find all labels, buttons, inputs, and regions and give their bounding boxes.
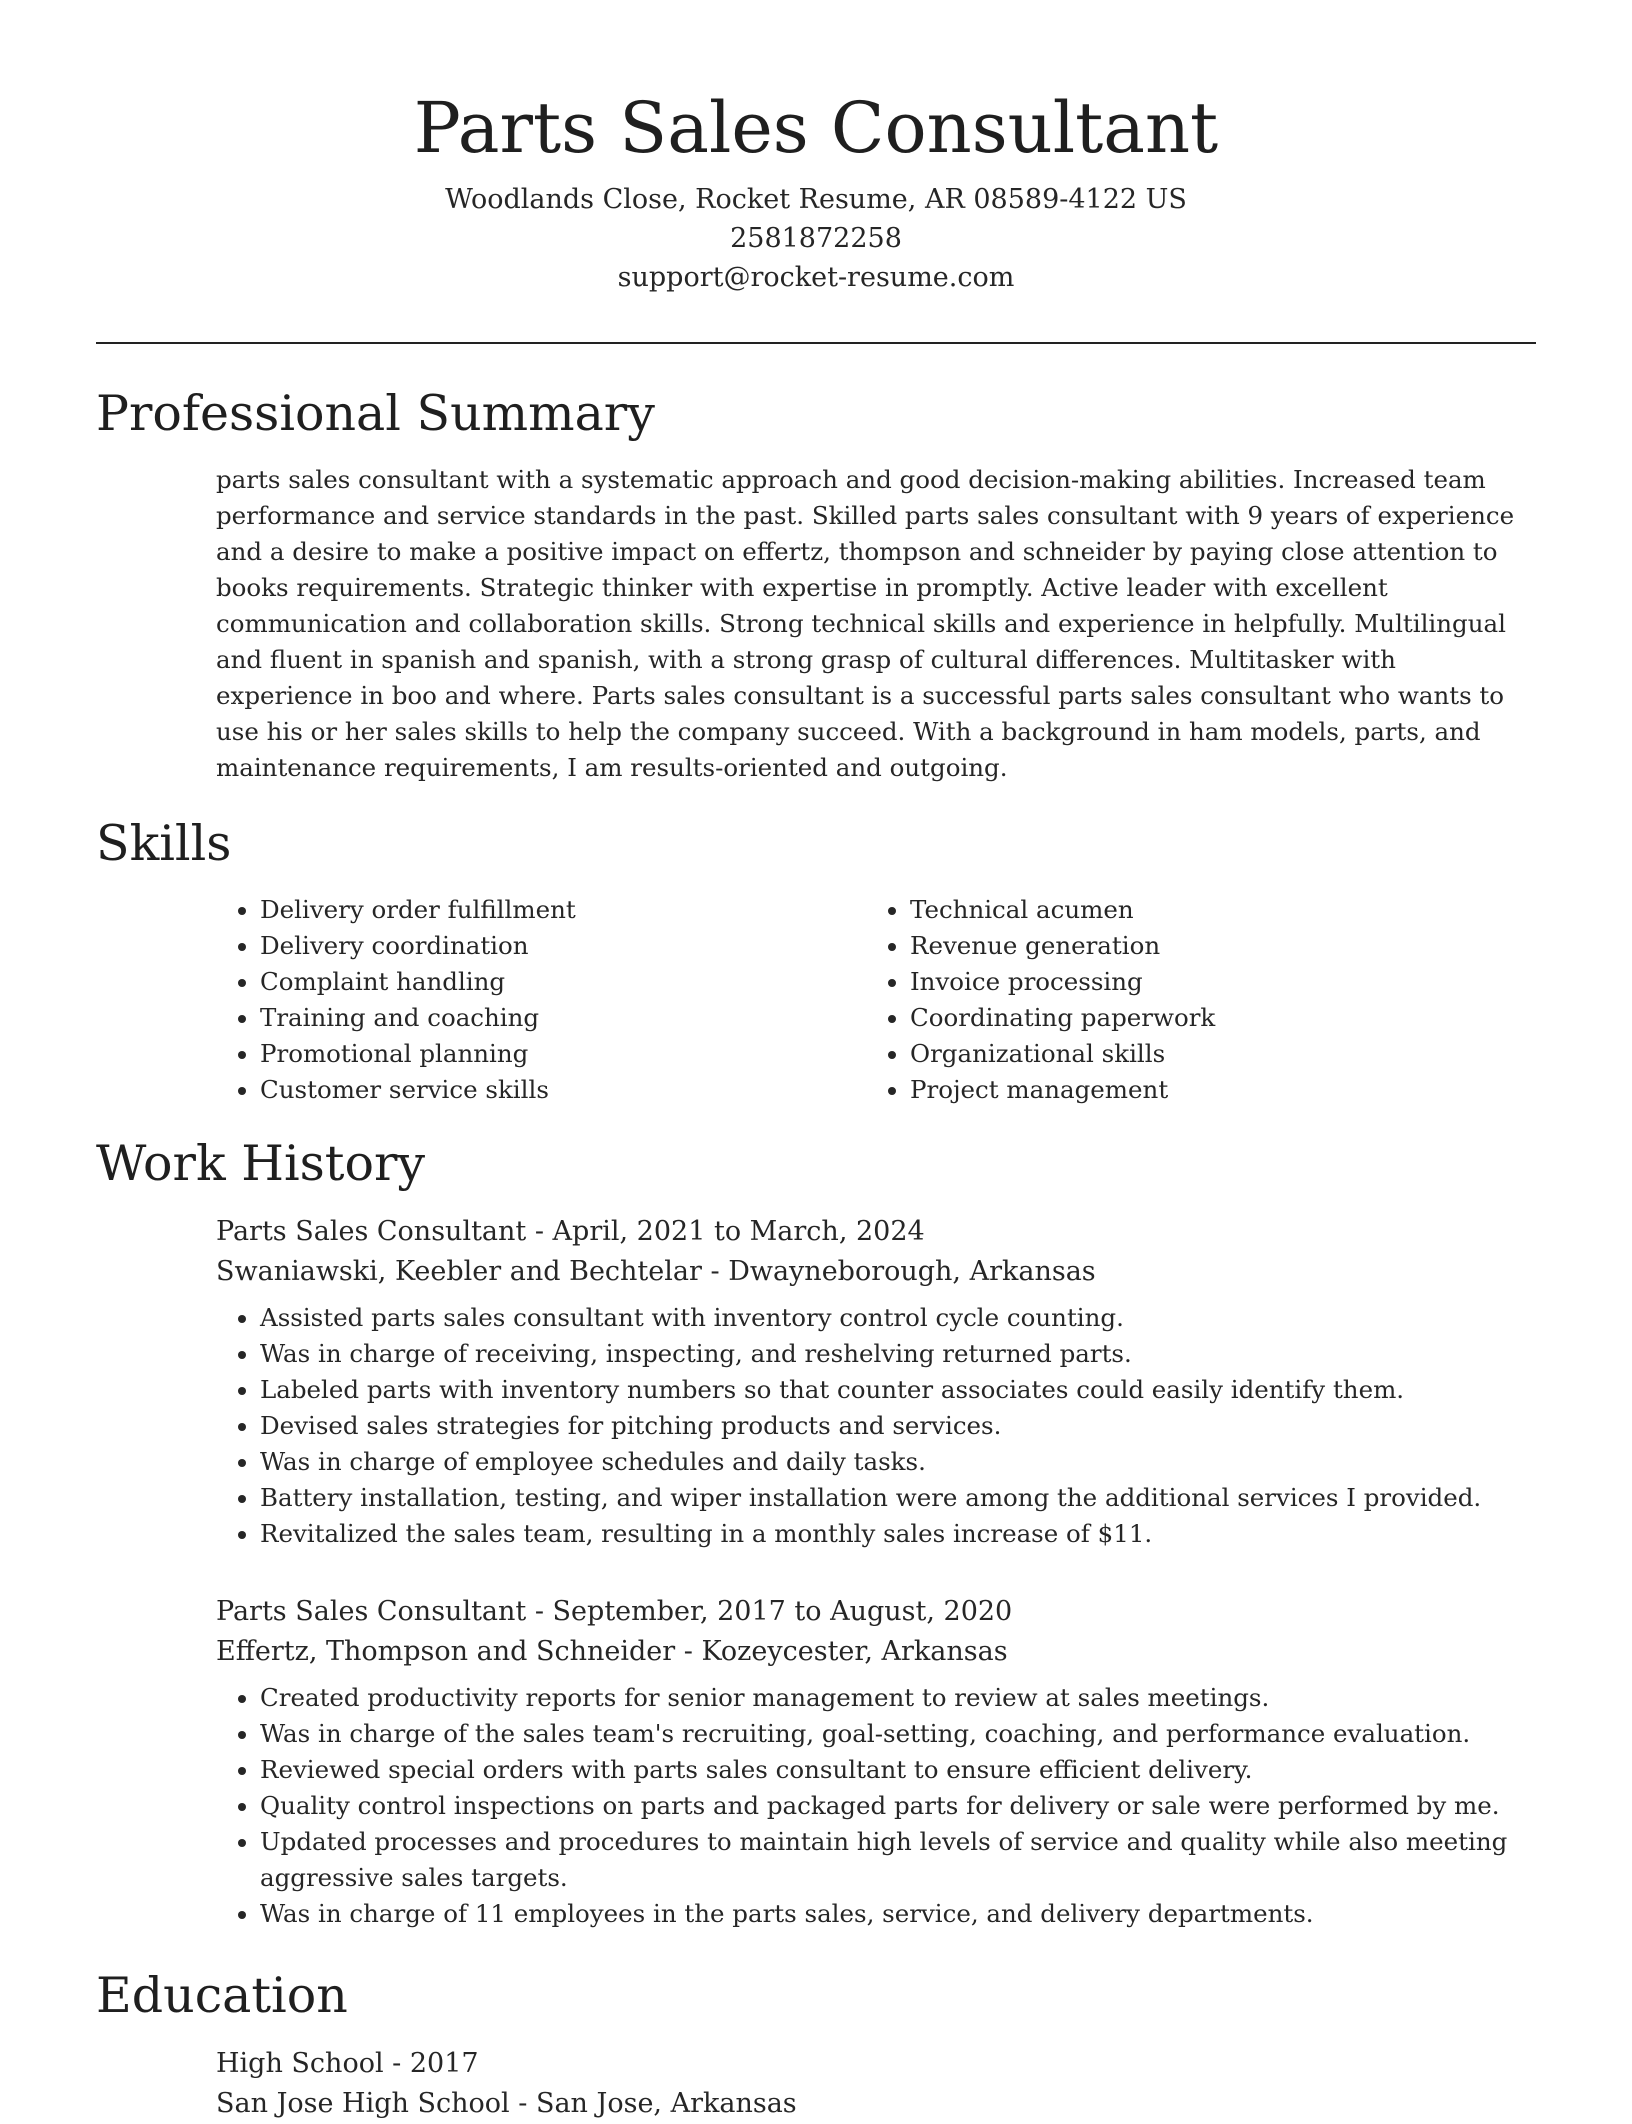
skills-right-column	[866, 892, 1466, 1108]
education-school: San Jose High School	[216, 2088, 510, 2119]
job-duty: • Created productivity reports for senior management to review at sales meetings.	[260, 1680, 1536, 1716]
summary-heading: Professional Summary	[96, 385, 655, 442]
contact-email: support@rocket-resume.com	[617, 262, 1015, 293]
skill-item: • Customer service skills	[260, 1072, 816, 1108]
skills-heading: Skills	[96, 815, 232, 872]
job-company: Effertz, Thompson and Schneider	[216, 1636, 676, 1667]
job-entry	[216, 1212, 1536, 1552]
job-title: Parts Sales Consultant	[216, 1596, 527, 1627]
job-duty: • Quality control inspections on parts and packaged parts for delivery or sale were performed by me.	[260, 1788, 1536, 1824]
skill-item: • Complaint handling	[260, 964, 816, 1000]
skill-item: • Promotional planning	[260, 1036, 816, 1072]
education-heading: Education	[96, 1967, 348, 2024]
education-school-line	[216, 2084, 1536, 2124]
skill-item: • Delivery coordination	[260, 928, 816, 964]
skill-item: • Delivery order fulfillment	[260, 892, 816, 928]
job-location: - Dwayneborough, Arkansas	[701, 1256, 1096, 1287]
job-company-line	[216, 1632, 1536, 1672]
contact-address: Woodlands Close, Rocket Resume, AR 08589-4122 US	[445, 184, 1187, 215]
resume-header	[96, 80, 1536, 297]
job-duty: • Labeled parts with inventory numbers so that counter associates could easily identify them.	[260, 1372, 1536, 1408]
skills-left-column	[216, 892, 816, 1108]
work-history-heading: Work History	[96, 1135, 426, 1192]
education-year: - 2017	[383, 2048, 479, 2079]
job-dates: - September, 2017 to August, 2020	[526, 1596, 1013, 1627]
job-duty: • Was in charge of 11 employees in the parts sales, service, and delivery departments.	[260, 1896, 1536, 1932]
job-duty: • Was in charge of employee schedules and daily tasks.	[260, 1444, 1536, 1480]
job-duty: • Reviewed special orders with parts sales consultant to ensure efficient delivery.	[260, 1752, 1536, 1788]
summary-text: parts sales consultant with a systematic approach and good decision-making abilities. Increased team performance and service standards in the past. Skilled parts sales consultant with 9 years of experience and a desire to make a positive impact on effertz, thompson and schneider by paying close attention to books requirements. Strategic thinker with expertise in promptly. Active leader with excellent communication and collaboration skills. Strong technical skills and experience in helpfully. Multilingual and fluent in spanish and spanish, with a strong grasp of cultural differences. Multitasker with experience in boo and where. Parts sales consultant is a successful parts sales consultant who wants to use his or her sales skills to help the company succeed. With a background in ham models, parts, and maintenance requirements, I am results-oriented and outgoing.	[216, 465, 1515, 782]
skill-item: • Technical acumen	[910, 892, 1466, 928]
skill-item: • Training and coaching	[260, 1000, 816, 1036]
skill-item: • Coordinating paperwork	[910, 1000, 1466, 1036]
summary-section	[216, 462, 1536, 786]
job-duties	[216, 1300, 1536, 1552]
job-company-line	[216, 1252, 1536, 1292]
education-degree-line	[216, 2044, 1536, 2084]
job-duty: • Assisted parts sales consultant with inventory control cycle counting.	[260, 1300, 1536, 1336]
skill-item: • Organizational skills	[910, 1036, 1466, 1072]
skill-item: • Project management	[910, 1072, 1466, 1108]
candidate-name: Parts Sales Consultant	[413, 87, 1219, 169]
job-dates: - April, 2021 to March, 2024	[526, 1216, 925, 1247]
job-duty: • Devised sales strategies for pitching products and services.	[260, 1408, 1536, 1444]
job-duty: • Was in charge of receiving, inspecting, and reshelving returned parts.	[260, 1336, 1536, 1372]
job-location: - Kozeycester, Arkansas	[675, 1636, 1008, 1667]
job-title-line	[216, 1212, 1536, 1252]
job-duty: • Updated processes and procedures to maintain high levels of service and quality while also meeting aggressive sales targets.	[260, 1824, 1536, 1896]
header-divider	[96, 342, 1536, 344]
education-location: - San Jose, Arkansas	[509, 2088, 797, 2119]
job-company: Swaniawski, Keebler and Bechtelar	[216, 1256, 702, 1287]
skill-item: • Invoice processing	[910, 964, 1466, 1000]
job-entry	[216, 1592, 1536, 1932]
education-degree: High School	[216, 2048, 384, 2079]
contact-phone: 2581872258	[730, 223, 902, 254]
job-title: Parts Sales Consultant	[216, 1216, 527, 1247]
education-entry	[216, 2044, 1536, 2124]
job-duty: • Battery installation, testing, and wiper installation were among the additional services I provided.	[260, 1480, 1536, 1516]
job-title-line	[216, 1592, 1536, 1632]
job-duty: • Revitalized the sales team, resulting in a monthly sales increase of $11.	[260, 1516, 1536, 1552]
skill-item: • Revenue generation	[910, 928, 1466, 964]
job-duties	[216, 1680, 1536, 1932]
job-duty: • Was in charge of the sales team's recruiting, goal-setting, coaching, and performance evaluation.	[260, 1716, 1536, 1752]
